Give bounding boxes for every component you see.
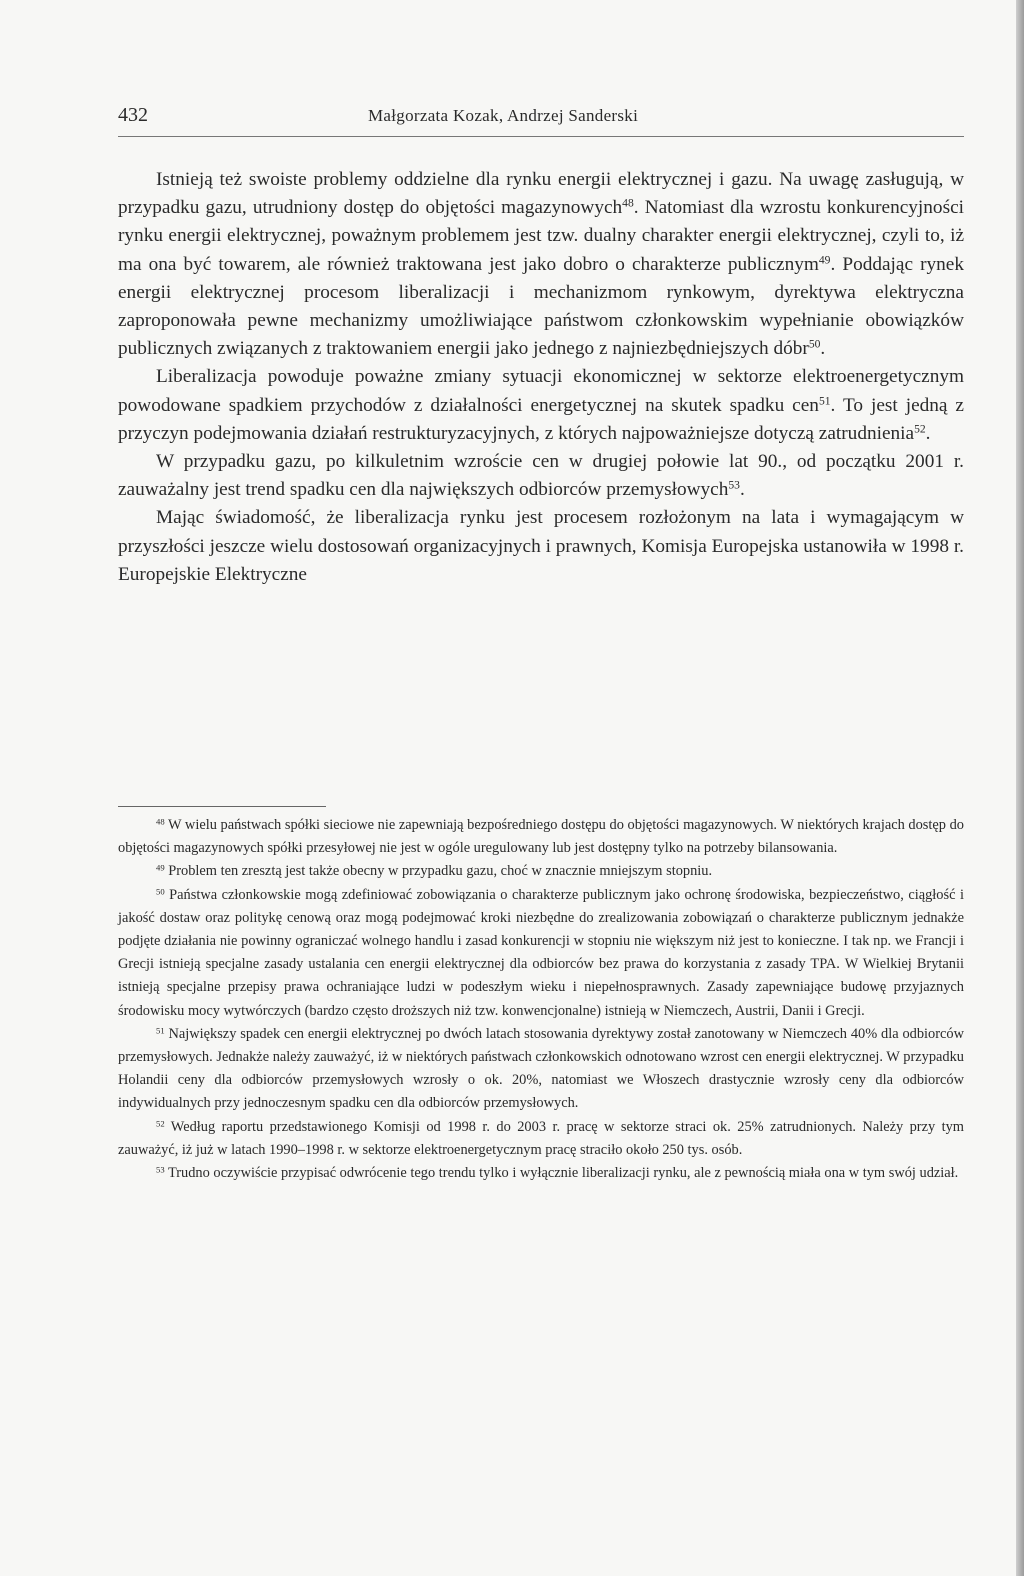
footnote-text: Według raportu przedstawionego Komisji od 1998 r. do 2003 r. pracę w sektorze straci ok. 25% zatrudnionych. Należy przy tym zauważyć, iż już w latach 1990–1998 r. w sektorze elektroenergetycznym pracę straciło około 250 tys. osób. [118, 1118, 964, 1158]
page-number: 432 [118, 104, 148, 126]
body-paragraph [118, 363, 964, 448]
body-text-run: . To jest jedną z przyczyn podejmowania działań restrukturyzacyjnych, z których najpoważniejsze dotyczą zatrudnienia [118, 394, 964, 444]
body-paragraph [118, 504, 964, 589]
body-paragraph [118, 448, 964, 504]
body-text-run: . [925, 422, 931, 444]
body-text [118, 166, 964, 589]
body-text-run: Istnieją też swoiste problemy oddzielne dla rynku energii elektrycznej i gazu. Na uwagę zasługują, w przypadku gazu, utrudniony dostęp do objętości magazynowych [118, 169, 964, 219]
footnote [118, 1162, 964, 1185]
footnote [118, 1023, 964, 1116]
body-text-run: . [820, 338, 826, 360]
footnote [118, 1116, 964, 1162]
footnote-number: 51 [156, 1025, 165, 1036]
footnote-text: Państwa członkowskie mogą zdefiniować zobowiązania o charakterze publicznym jako ochronę środowiska, bezpieczeństwo, ciągłość i jakość dostaw oraz politykę cenową oraz mogą podejmować kroki niezbędne do zrealizowania zobowiązań o charakterze publicznym jednakże podjęte działania nie powinny ograniczać wolnego handlu i zasad konkurencji w stopniu nie większym niż jest to konieczne. I tak np. we Francji i Grecji istnieją specjalne zasady ustalania cen energii elektrycznej dla odbiorców bez prawa do korzystania z zasady TPA. W Wielkiej Brytanii istnieją specjalne przepisy prawa ochraniające ludzi w podeszłym wieku i niepełnosprawnych. Zasady zapewniające budowę przyjaznych środowisku mocy wytwórczych (bardzo często droższych niż tzw. konwencjonalne) istnieją w Niemczech, Austrii, Danii i Grecji. [118, 886, 964, 1019]
footnote-text: Największy spadek cen energii elektrycznej po dwóch latach stosowania dyrektywy został zanotowany w Niemczech 40% dla odbiorców przemysłowych. Jednakże należy zauważyć, iż w niektórych państwach członkowskich odnotowano wzrost cen energii elektrycznej. W przypadku Holandii ceny dla odbiorców przemysłowych wzrosły o ok. 20%, natomiast we Włoszech drastycznie wzrosły ceny dla odbiorców indywidualnych przy jednoczesnym spadku cen dla odbiorców przemysłowych. [118, 1025, 964, 1112]
footnote-text: Trudno oczywiście przypisać odwrócenie tego trendu tylko i wyłącznie liberalizacji rynku, ale z pewnością miała ona w tym swój udział. [164, 1165, 959, 1182]
footnote [118, 884, 964, 1023]
footnote-text: Problem ten zresztą jest także obecny w przypadku gazu, choć w znacznie mniejszym stopniu. [164, 863, 713, 880]
footnote-reference: 48 [622, 196, 634, 210]
footnote-separator [118, 806, 326, 807]
footnote-reference: 49 [818, 253, 831, 267]
body-paragraph [118, 166, 964, 363]
footnote-number: 48 [156, 816, 165, 827]
footnote-number: 52 [156, 1117, 165, 1128]
footnote-reference: 53 [728, 478, 740, 492]
body-text-run: Liberalizacja powoduje poważne zmiany sytuacji ekonomicznej w sektorze elektroenergetycznym powodowane spadkiem przychodów z działalności energetycznej na skutek spadku cen [118, 366, 964, 416]
body-text-run: Mając świadomość, że liberalizacja rynku jest procesem rozłożonym na lata i wymagającym w przyszłości jeszcze wielu dostosowań organizacyjnych i prawnych, Komisja Europejska ustanowiła w 1998 r. Europejskie Elektryczne [118, 507, 964, 585]
page-edge-shadow [1016, 0, 1024, 1576]
footnote-reference: 51 [818, 394, 831, 408]
page-header [118, 104, 964, 137]
body-text-run: W przypadku gazu, po kilkuletnim wzroście cen w drugiej połowie lat 90., od początku 2001 r. zauważalny jest trend spadku cen dla największych odbiorców przemysłowych [118, 451, 964, 501]
body-text-run: . [739, 479, 745, 501]
footnote-reference: 50 [808, 337, 821, 351]
body-text-run: . Natomiast dla wzrostu konkurencyjności rynku energii elektrycznej, poważnym problemem jest tzw. dualny charakter energii elektrycznej, czyli to, iż ma ona być towarem, ale również traktowana jest jako dobro o charakterze publicznym [118, 197, 964, 275]
footnote-reference: 52 [914, 422, 926, 436]
footnote-text: W wielu państwach spółki sieciowe nie zapewniają bezpośredniego dostępu do objętości magazynowych. W niektórych krajach dostęp do objętości magazynowych spółki przesyłowej nie jest w ogóle uregulowany lub jest dostępny tylko na potrzeby bilansowania. [118, 817, 964, 857]
footnote-number: 50 [156, 885, 165, 896]
body-text-run: . Poddając rynek energii elektrycznej procesom liberalizacji i mechanizmom rynkowym, dyrektywa elektryczna zaproponowała pewne mechanizmy umożliwiające państwom członkowskim wypełnianie obowiązków publicznych związanych z traktowaniem energii jako jednego z najniezbędniejszych dóbr [118, 253, 964, 360]
footnote-number: 49 [156, 862, 165, 873]
footnotes [118, 814, 964, 1185]
footnote-number: 53 [156, 1164, 165, 1175]
running-head-authors: Małgorzata Kozak, Andrzej Sanderski [368, 106, 639, 125]
footnote [118, 814, 964, 860]
footnote [118, 860, 964, 883]
